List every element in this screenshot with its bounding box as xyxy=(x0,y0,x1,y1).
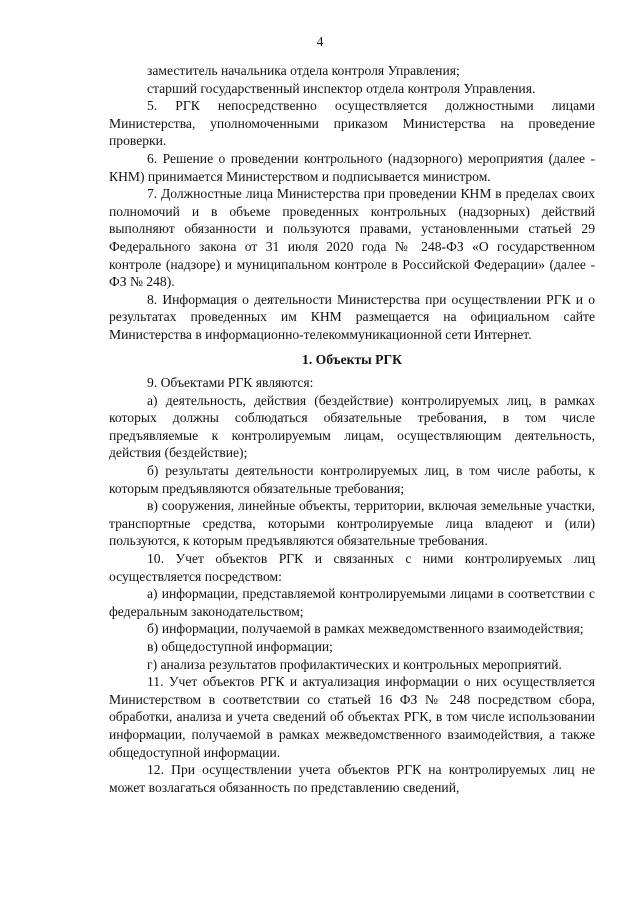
paragraph: 12. При осуществлении учета объектов РГК на контролируемых лиц не может возлагаться обязанность по представлению сведений, xyxy=(109,762,595,795)
paragraph: в) сооружения, линейные объекты, территории, включая земельные участки, транспортные средства, которыми контролируемые лица владеют и (или) пользуются, к которым предъявляются обязательные требования. xyxy=(109,498,595,549)
document-body xyxy=(109,62,595,796)
paragraph: 5. РГК непосредственно осуществляется должностными лицами Министерства, уполномоченными приказом Министерства на проведение проверки. xyxy=(109,98,595,149)
paragraph: а) информации, представляемой контролируемыми лицами в соответствии с федеральным законодательством; xyxy=(109,586,595,619)
paragraph: 7. Должностные лица Министерства при проведении КНМ в пределах своих полномочий и в объеме проведенных контрольных (надзорных) действий выполняют обязанности и пользуются правами, установленными статьей 29 Федерального закона от 31 июля 2020 года № 248-ФЗ «О государственном контроле (надзоре) и муниципальном контроле в Российской Федерации» (далее - ФЗ № 248). xyxy=(109,186,595,290)
paragraph: 11. Учет объектов РГК и актуализация информации о них осуществляется Министерством в соответствии со статьей 16 ФЗ № 248 посредством сбора, обработки, анализа и учета сведений об объектах РГК, в том числе использовании информации, получаемой в рамках межведомственного взаимодействия, а также общедоступной информации. xyxy=(109,674,595,760)
paragraph: б) результаты деятельности контролируемых лиц, в том числе работы, к которым предъявляются обязательные требования; xyxy=(109,463,595,496)
section-heading: 1. Объекты РГК xyxy=(302,351,402,367)
paragraph: 9. Объектами РГК являются: xyxy=(147,375,314,391)
paragraph: 10. Учет объектов РГК и связанных с ними контролируемых лиц осуществляется посредством: xyxy=(109,551,595,584)
paragraph: а) деятельность, действия (бездействие) контролируемых лиц, в рамках которых должны соблюдаться обязательные требования, в том числе предъявляемые к контролируемым лицам, осуществляющим деятельность, действия (бездействие); xyxy=(109,392,595,461)
paragraph: в) общедоступной информации; xyxy=(147,639,333,654)
paragraph: старший государственный инспектор отдела контроля Управления. xyxy=(147,80,536,96)
page-number: 4 xyxy=(316,34,324,49)
paragraph: 6. Решение о проведении контрольного (надзорного) мероприятия (далее - КНМ) принимается Министерством и подписывается министром. xyxy=(109,150,595,184)
paragraph: заместитель начальника отдела контроля Управления; xyxy=(147,63,460,78)
paragraph: б) информации, получаемой в рамках межведомственного взаимодействия; xyxy=(147,621,584,637)
paragraph: г) анализа результатов профилактических и контрольных мероприятий. xyxy=(147,656,562,672)
paragraph: 8. Информация о деятельности Министерства при осуществлении РГК и о результатах проведенных им КНМ размещается на официальном сайте Министерства в информационно-телекоммуникационной сети Интернет. xyxy=(109,291,595,342)
